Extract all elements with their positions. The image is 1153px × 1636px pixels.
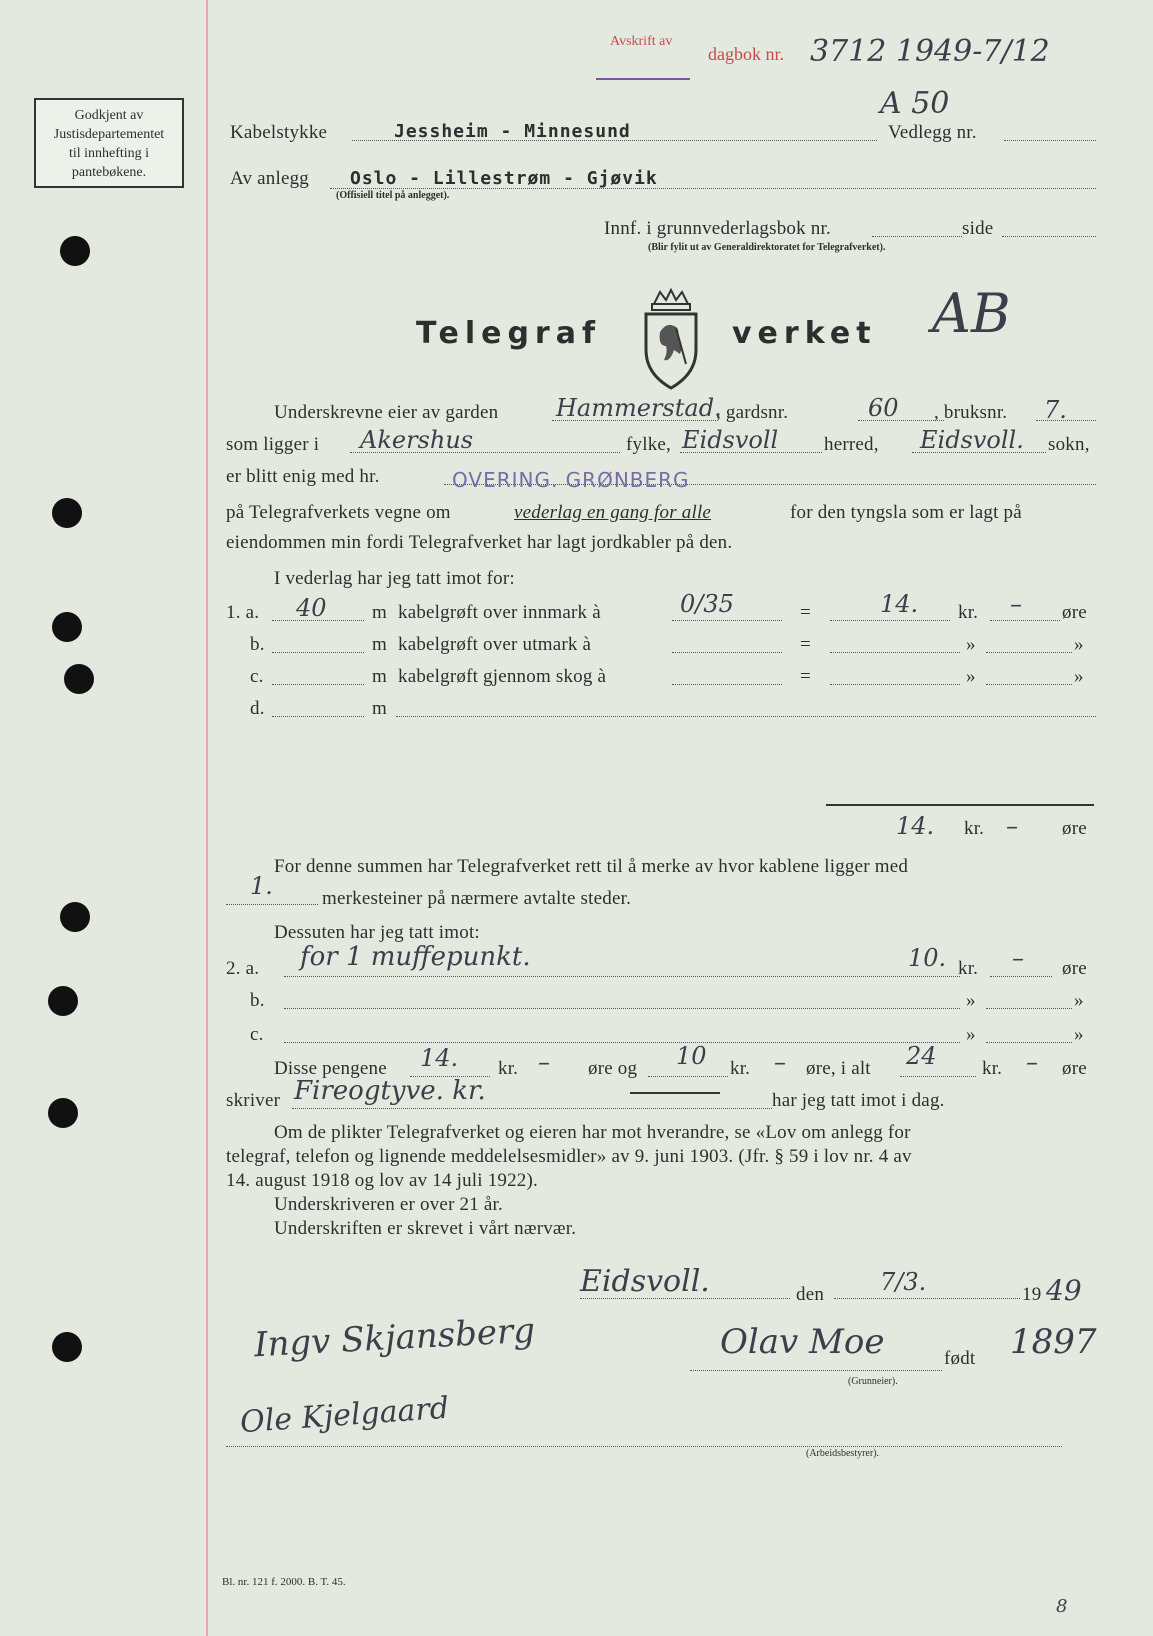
- skriver-dotline: [292, 1108, 772, 1109]
- row-ore-label: øre: [1062, 958, 1087, 979]
- witness1-signature: Ingv Skjansberg: [253, 1310, 536, 1366]
- coat-of-arms-icon: [640, 288, 702, 392]
- title-left: Telegraf: [416, 316, 602, 351]
- row-ore-label: »: [1074, 1024, 1084, 1045]
- stamp-dagbok: dagbok nr.: [708, 44, 784, 64]
- qty-dotline: [272, 652, 364, 653]
- bruksnr-value: 7.: [1044, 396, 1067, 424]
- law-line4: Underskriveren er over 21 år.: [274, 1194, 503, 1215]
- summary-og: øre og: [588, 1058, 638, 1079]
- owner-dotline: [690, 1370, 942, 1371]
- stamp-handwritten-number: 3712 1949-7/12: [810, 34, 1050, 69]
- row-unit: m: [372, 666, 387, 687]
- row-kr-label: »: [966, 666, 976, 687]
- ore-dotline: [986, 652, 1072, 653]
- summary-ialt: øre, i alt: [806, 1058, 871, 1079]
- gardsnr-value: 60: [868, 394, 899, 422]
- location-intro: som ligger i: [226, 434, 320, 455]
- row-kr-label: »: [966, 990, 976, 1011]
- summary-kr2: kr.: [730, 1058, 751, 1079]
- rate-dotline: [672, 652, 782, 653]
- row-ore-label: øre: [1062, 602, 1087, 623]
- skriver-label: skriver: [226, 1090, 281, 1111]
- kr-dotline: [830, 620, 950, 621]
- row-desc: kabelgrøft over utmark à: [398, 634, 592, 655]
- total-ore: –: [1006, 812, 1018, 840]
- row-number: c.: [250, 666, 264, 687]
- summary-amount2: 10: [676, 1042, 707, 1070]
- desc-dotline: [284, 976, 960, 977]
- kabel-value: Jessheim - Minnesund: [394, 121, 631, 142]
- owner-signature: Olav Moe: [720, 1322, 885, 1362]
- title-right: verket: [732, 316, 877, 351]
- row-ore: –: [1010, 590, 1022, 618]
- row-desc: for 1 muffepunkt.: [300, 942, 531, 972]
- row-number: 1. a.: [226, 602, 260, 623]
- merke-line1: For denne summen har Telegrafverket rett til å merke av hvor kablene ligger med: [274, 856, 909, 877]
- punch-hole: [52, 1332, 82, 1362]
- row-desc: kabelgrøft gjennom skog à: [398, 666, 607, 687]
- law-line5: Underskriften er skrevet i vårt nærvær.: [274, 1218, 577, 1239]
- innf-label: Innf. i grunnvederlagsbok nr.: [604, 218, 831, 239]
- total-kr-label: kr.: [964, 818, 985, 839]
- grunneier-label: (Grunneier).: [848, 1376, 898, 1387]
- punch-hole: [48, 986, 78, 1016]
- agreement-intro: er blitt enig med hr.: [226, 466, 380, 487]
- fodt-label: født: [944, 1348, 976, 1369]
- innf-dotline: [872, 236, 962, 237]
- vedlegg-label: Vedlegg nr.: [888, 122, 977, 143]
- kr-dotline: [830, 684, 960, 685]
- law-line3: 14. august 1918 og lov av 14 juli 1922).: [226, 1170, 538, 1191]
- terms-post: for den tyngsla som er lagt på: [790, 502, 1022, 523]
- approval-line: pantebøkene.: [71, 165, 147, 180]
- row-eq: =: [800, 634, 811, 655]
- skriver-dash: [630, 1092, 720, 1094]
- row-number: d.: [250, 698, 265, 719]
- row-kr-label: »: [966, 634, 976, 655]
- form-number: Bl. nr. 121 f. 2000. B. T. 45.: [222, 1576, 346, 1588]
- row-number: b.: [250, 634, 265, 655]
- owner-intro: Underskrevne eier av garden: [274, 402, 499, 423]
- sokn-label: sokn,: [1048, 434, 1090, 455]
- qty-dotline: [272, 684, 364, 685]
- stamp-extra-note: A 50: [880, 86, 950, 121]
- punch-hole: [60, 236, 90, 266]
- arbeid-dotline: [226, 1446, 1062, 1447]
- year-prefix: 19: [1022, 1284, 1042, 1305]
- payment-intro: I vederlag har jeg tatt imot for:: [274, 568, 515, 589]
- innf-note: (Blir fylit ut av Generaldirektoratet for Telegrafverket).: [648, 242, 886, 253]
- row-ore-label: »: [1074, 666, 1084, 687]
- ore-dotline: [990, 976, 1052, 977]
- row-eq: =: [800, 602, 811, 623]
- bruksnr-label: , bruksnr.: [934, 402, 1008, 423]
- row-kr-label: »: [966, 1024, 976, 1045]
- margin-line: [206, 0, 208, 1636]
- total-kr: 14.: [896, 812, 935, 840]
- approval-line: til innhefting i: [68, 146, 150, 161]
- row-kr-label: kr.: [958, 958, 979, 979]
- row-kr: 14.: [880, 590, 919, 618]
- approval-box: [34, 98, 184, 188]
- year-suffix: 49: [1046, 1274, 1082, 1307]
- row-desc: kabelgrøft over innmark à: [398, 602, 601, 623]
- hr-value-stamp: OVERING. GRØNBERG: [452, 468, 690, 492]
- signature-place: Eidsvoll.: [580, 1264, 710, 1299]
- row-ore: –: [1012, 944, 1024, 972]
- kr-dotline: [830, 652, 960, 653]
- summary-total-dotline: [900, 1076, 976, 1077]
- row-number: 2. a.: [226, 958, 260, 979]
- punch-hole: [52, 498, 82, 528]
- page-mark: 8: [1056, 1596, 1068, 1617]
- row-kr-label: kr.: [958, 602, 979, 623]
- summary-amount2-dotline: [648, 1076, 728, 1077]
- garden-value: Hammerstad.: [556, 394, 722, 422]
- summary-amount1: 14.: [420, 1044, 459, 1072]
- merke-count: 1.: [250, 872, 273, 900]
- ore-dotline: [986, 1042, 1072, 1043]
- property-line: eiendommen min fordi Telegrafverket har lagt jordkabler på den.: [226, 532, 733, 553]
- sokn-value: Eidsvoll.: [920, 426, 1024, 454]
- law-line2: telegraf, telefon og lignende meddelelsesmidler» av 9. juni 1903. (Jfr. § 59 i lov nr. 4 av: [226, 1146, 912, 1167]
- summary-kr3: kr.: [982, 1058, 1003, 1079]
- summary-total: 24: [906, 1042, 937, 1070]
- herred-label: herred,: [824, 434, 879, 455]
- kabel-label: Kabelstykke: [230, 122, 328, 143]
- gardsnr-label: , gardsnr.: [716, 402, 789, 423]
- anlegg-note: (Offisiell titel på anlegget).: [336, 190, 450, 201]
- fylke-value: Akershus: [360, 426, 474, 454]
- summary-ore3-label: øre: [1062, 1058, 1087, 1079]
- row-number: c.: [250, 1024, 264, 1045]
- signature-date: 7/3.: [880, 1268, 927, 1296]
- summary-ore1: –: [538, 1048, 550, 1076]
- merke-count-dotline: [226, 904, 318, 905]
- terms-underlined: vederlag en gang for alle: [514, 502, 712, 523]
- stamp-avskrift: Avskrift av: [610, 34, 673, 49]
- fylke-label: fylke,: [626, 434, 671, 455]
- row-rate: 0/35: [680, 590, 734, 618]
- ore-dotline: [986, 684, 1072, 685]
- row-unit: m: [372, 634, 387, 655]
- punch-hole: [48, 1098, 78, 1128]
- den-label: den: [796, 1284, 825, 1305]
- row-unit: m: [372, 698, 387, 719]
- desc-dotline: [284, 1008, 960, 1009]
- skriver-value: Fireogtyve. kr.: [294, 1076, 486, 1106]
- herred-value: Eidsvoll: [682, 426, 779, 454]
- rate-dotline: [672, 620, 782, 621]
- ore-dotline: [990, 620, 1060, 621]
- punch-hole: [64, 664, 94, 694]
- summary-intro: Disse pengene: [274, 1058, 387, 1079]
- ore-dotline: [986, 1008, 1072, 1009]
- row-eq: =: [800, 666, 811, 687]
- approval-line: Justisdepartementet: [53, 127, 165, 142]
- rate-dotline: [672, 684, 782, 685]
- law-line1: Om de plikter Telegrafverket og eieren har mot hverandre, se «Lov om anlegg for: [274, 1122, 911, 1143]
- approval-line: Godkjent av: [74, 108, 144, 123]
- punch-hole: [60, 902, 90, 932]
- side-label: side: [962, 218, 994, 239]
- stamp-strike: [596, 78, 690, 80]
- desc-dotline: [284, 1042, 960, 1043]
- skriver-post: har jeg tatt imot i dag.: [772, 1090, 945, 1111]
- vedlegg-dotline: [1004, 140, 1096, 141]
- title-initials: AB: [932, 282, 1011, 345]
- row-kr: 10.: [908, 944, 947, 972]
- anlegg-value: Oslo - Lillestrøm - Gjøvik: [350, 168, 658, 189]
- fodt-value: 1897: [1010, 1322, 1097, 1362]
- section2-intro: Dessuten har jeg tatt imot:: [274, 922, 480, 943]
- row-qty: 40: [296, 594, 327, 622]
- row-unit: m: [372, 602, 387, 623]
- merke-line2: merkesteiner på nærmere avtalte steder.: [322, 888, 632, 909]
- terms-intro: på Telegrafverkets vegne om: [226, 502, 451, 523]
- desc-dotline: [396, 716, 1096, 717]
- row-ore-label: »: [1074, 990, 1084, 1011]
- summary-kr1: kr.: [498, 1058, 519, 1079]
- punch-hole: [52, 612, 82, 642]
- witness2-signature: Ole Kjelgaard: [239, 1390, 451, 1441]
- total-rule: [826, 804, 1094, 806]
- arbeid-label: (Arbeidsbestyrer).: [806, 1448, 880, 1459]
- side-dotline: [1002, 236, 1096, 237]
- summary-ore2: –: [774, 1048, 786, 1076]
- row-number: b.: [250, 990, 265, 1011]
- anlegg-label: Av anlegg: [230, 168, 310, 189]
- date-dotline: [834, 1298, 1020, 1299]
- total-ore-label: øre: [1062, 818, 1087, 839]
- summary-ore3: –: [1026, 1048, 1038, 1076]
- row-ore-label: »: [1074, 634, 1084, 655]
- qty-dotline: [272, 716, 364, 717]
